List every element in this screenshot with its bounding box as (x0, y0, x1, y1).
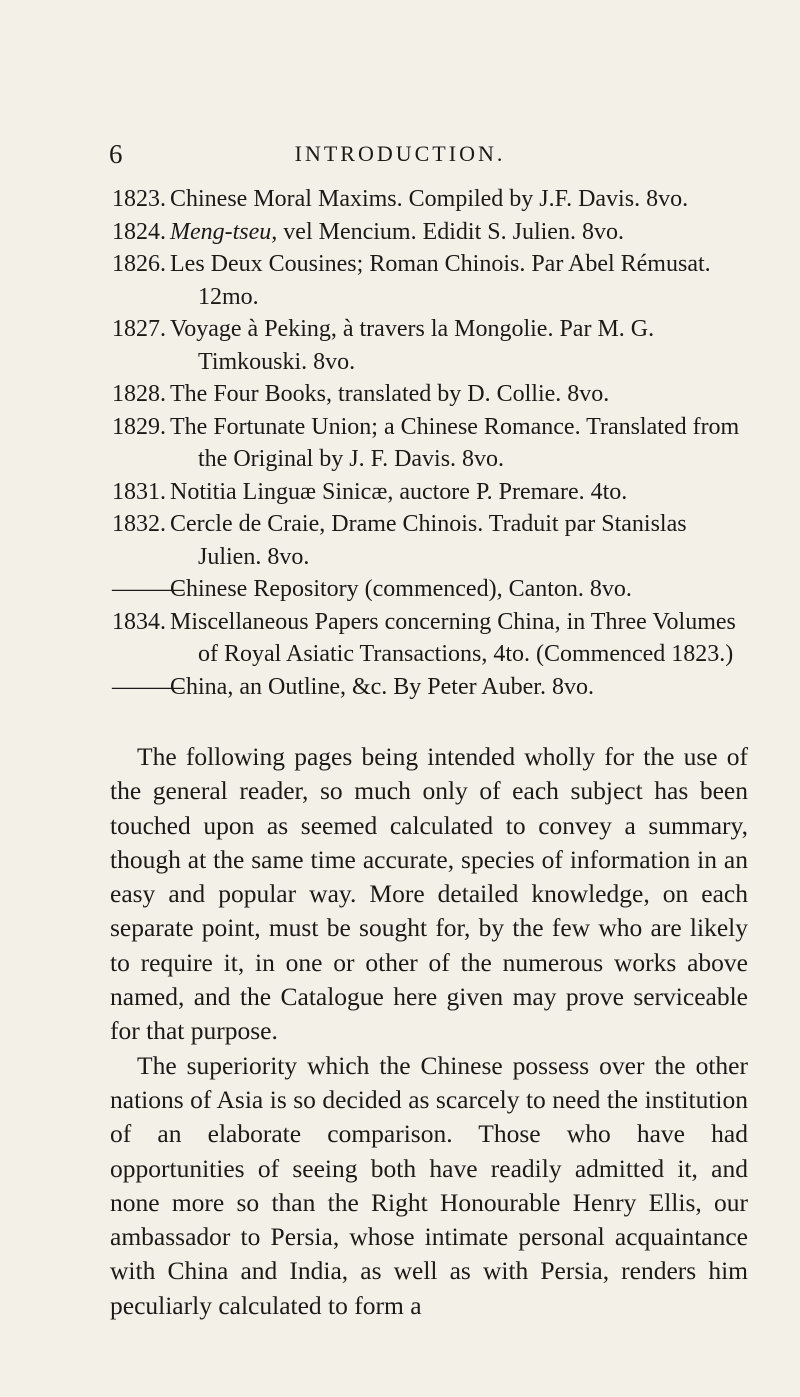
entry-text: Notitia Linguæ Sinicæ, auctore P. Premare. 4to. (170, 478, 628, 505)
body-text (110, 740, 748, 1323)
entry-text: The Fortunate Union; a Chinese Romance. Translated from the Original by J. F. Davis. 8vo. (170, 413, 740, 472)
entry-text: Les Deux Cousines; Roman Chinois. Par Abel Rémusat. 12mo. (170, 251, 711, 310)
entry-text: Cercle de Craie, Drame Chinois. Traduit par Stanislas Julien. 8vo. (170, 511, 687, 570)
entry-text: China, an Outline, &c. By Peter Auber. 8vo. (170, 673, 594, 700)
bibliography-entry (112, 476, 752, 509)
paragraph: The following pages being intended wholly for the use of the general reader, so much only of each subject has been touched upon as seemed calculated to convey a summary, though at the same time accurate, species of information in an easy and popular way. More detailed knowledge, on each separate point, must be sought for, by the few who are likely to require it, in one or other of the numerous works above named, and the Catalogue here given may prove serviceable for that purpose. (110, 742, 748, 1046)
bibliography-entry (112, 183, 752, 216)
entry-year: 1828. (112, 381, 166, 407)
bibliography-entry (112, 313, 752, 378)
entry-year: 1829. (112, 413, 166, 440)
bibliography-list (112, 183, 752, 703)
bibliography-entry (112, 378, 752, 411)
entry-text: Chinese Repository (commenced), Canton. 8vo. (170, 576, 632, 602)
page-number: 6 (109, 139, 123, 169)
entry-text: Chinese Moral Maxims. Compiled by J.F. Davis. 8vo. (170, 186, 689, 212)
page-header (0, 136, 800, 172)
entry-year: 1827. (112, 316, 166, 342)
entry-year: ——— (112, 673, 184, 700)
running-title: INTRODUCTION. (294, 141, 506, 166)
entry-year: 1832. (112, 511, 166, 537)
entry-italic-title: Meng-tseu, (170, 218, 278, 245)
bibliography-entry (112, 411, 752, 476)
entry-year: 1823. (112, 186, 166, 212)
entry-year: 1824. (112, 218, 166, 245)
bibliography-entry (112, 606, 752, 671)
bibliography-entry (112, 248, 752, 313)
entry-year: ——— (112, 576, 184, 602)
bibliography-entry (112, 573, 752, 606)
paragraph: The superiority which the Chinese possess over the other nations of Asia is so decided as scarcely to need the institution of an elaborate comparison. Those who have had opportunities of seeing both have readily admitted it, and none more so than the Right Honourable Henry Ellis, our ambassador to Persia, whose intimate personal acquaintance with China and India, as well as with Persia, renders him peculiarly calculated to form a (110, 1050, 748, 1320)
entry-text-rest: vel Mencium. Edidit S. Julien. 8vo. (277, 218, 624, 245)
entry-year: 1834. (112, 608, 166, 635)
entry-text: Voyage à Peking, à travers la Mongolie. Par M. G. Timkouski. 8vo. (170, 316, 655, 375)
entry-text: Miscellaneous Papers concerning China, in Three Volumes of Royal Asiatic Transactions, 4to. (Commenced 1823.) (170, 608, 736, 667)
entry-text: The Four Books, translated by D. Collie. 8vo. (170, 381, 610, 407)
entry-text (170, 216, 752, 249)
bibliography-entry (112, 671, 752, 704)
bibliography-entry (112, 508, 752, 573)
entry-year: 1826. (112, 251, 166, 277)
entry-year: 1831. (112, 478, 166, 505)
bibliography-entry (112, 216, 752, 249)
